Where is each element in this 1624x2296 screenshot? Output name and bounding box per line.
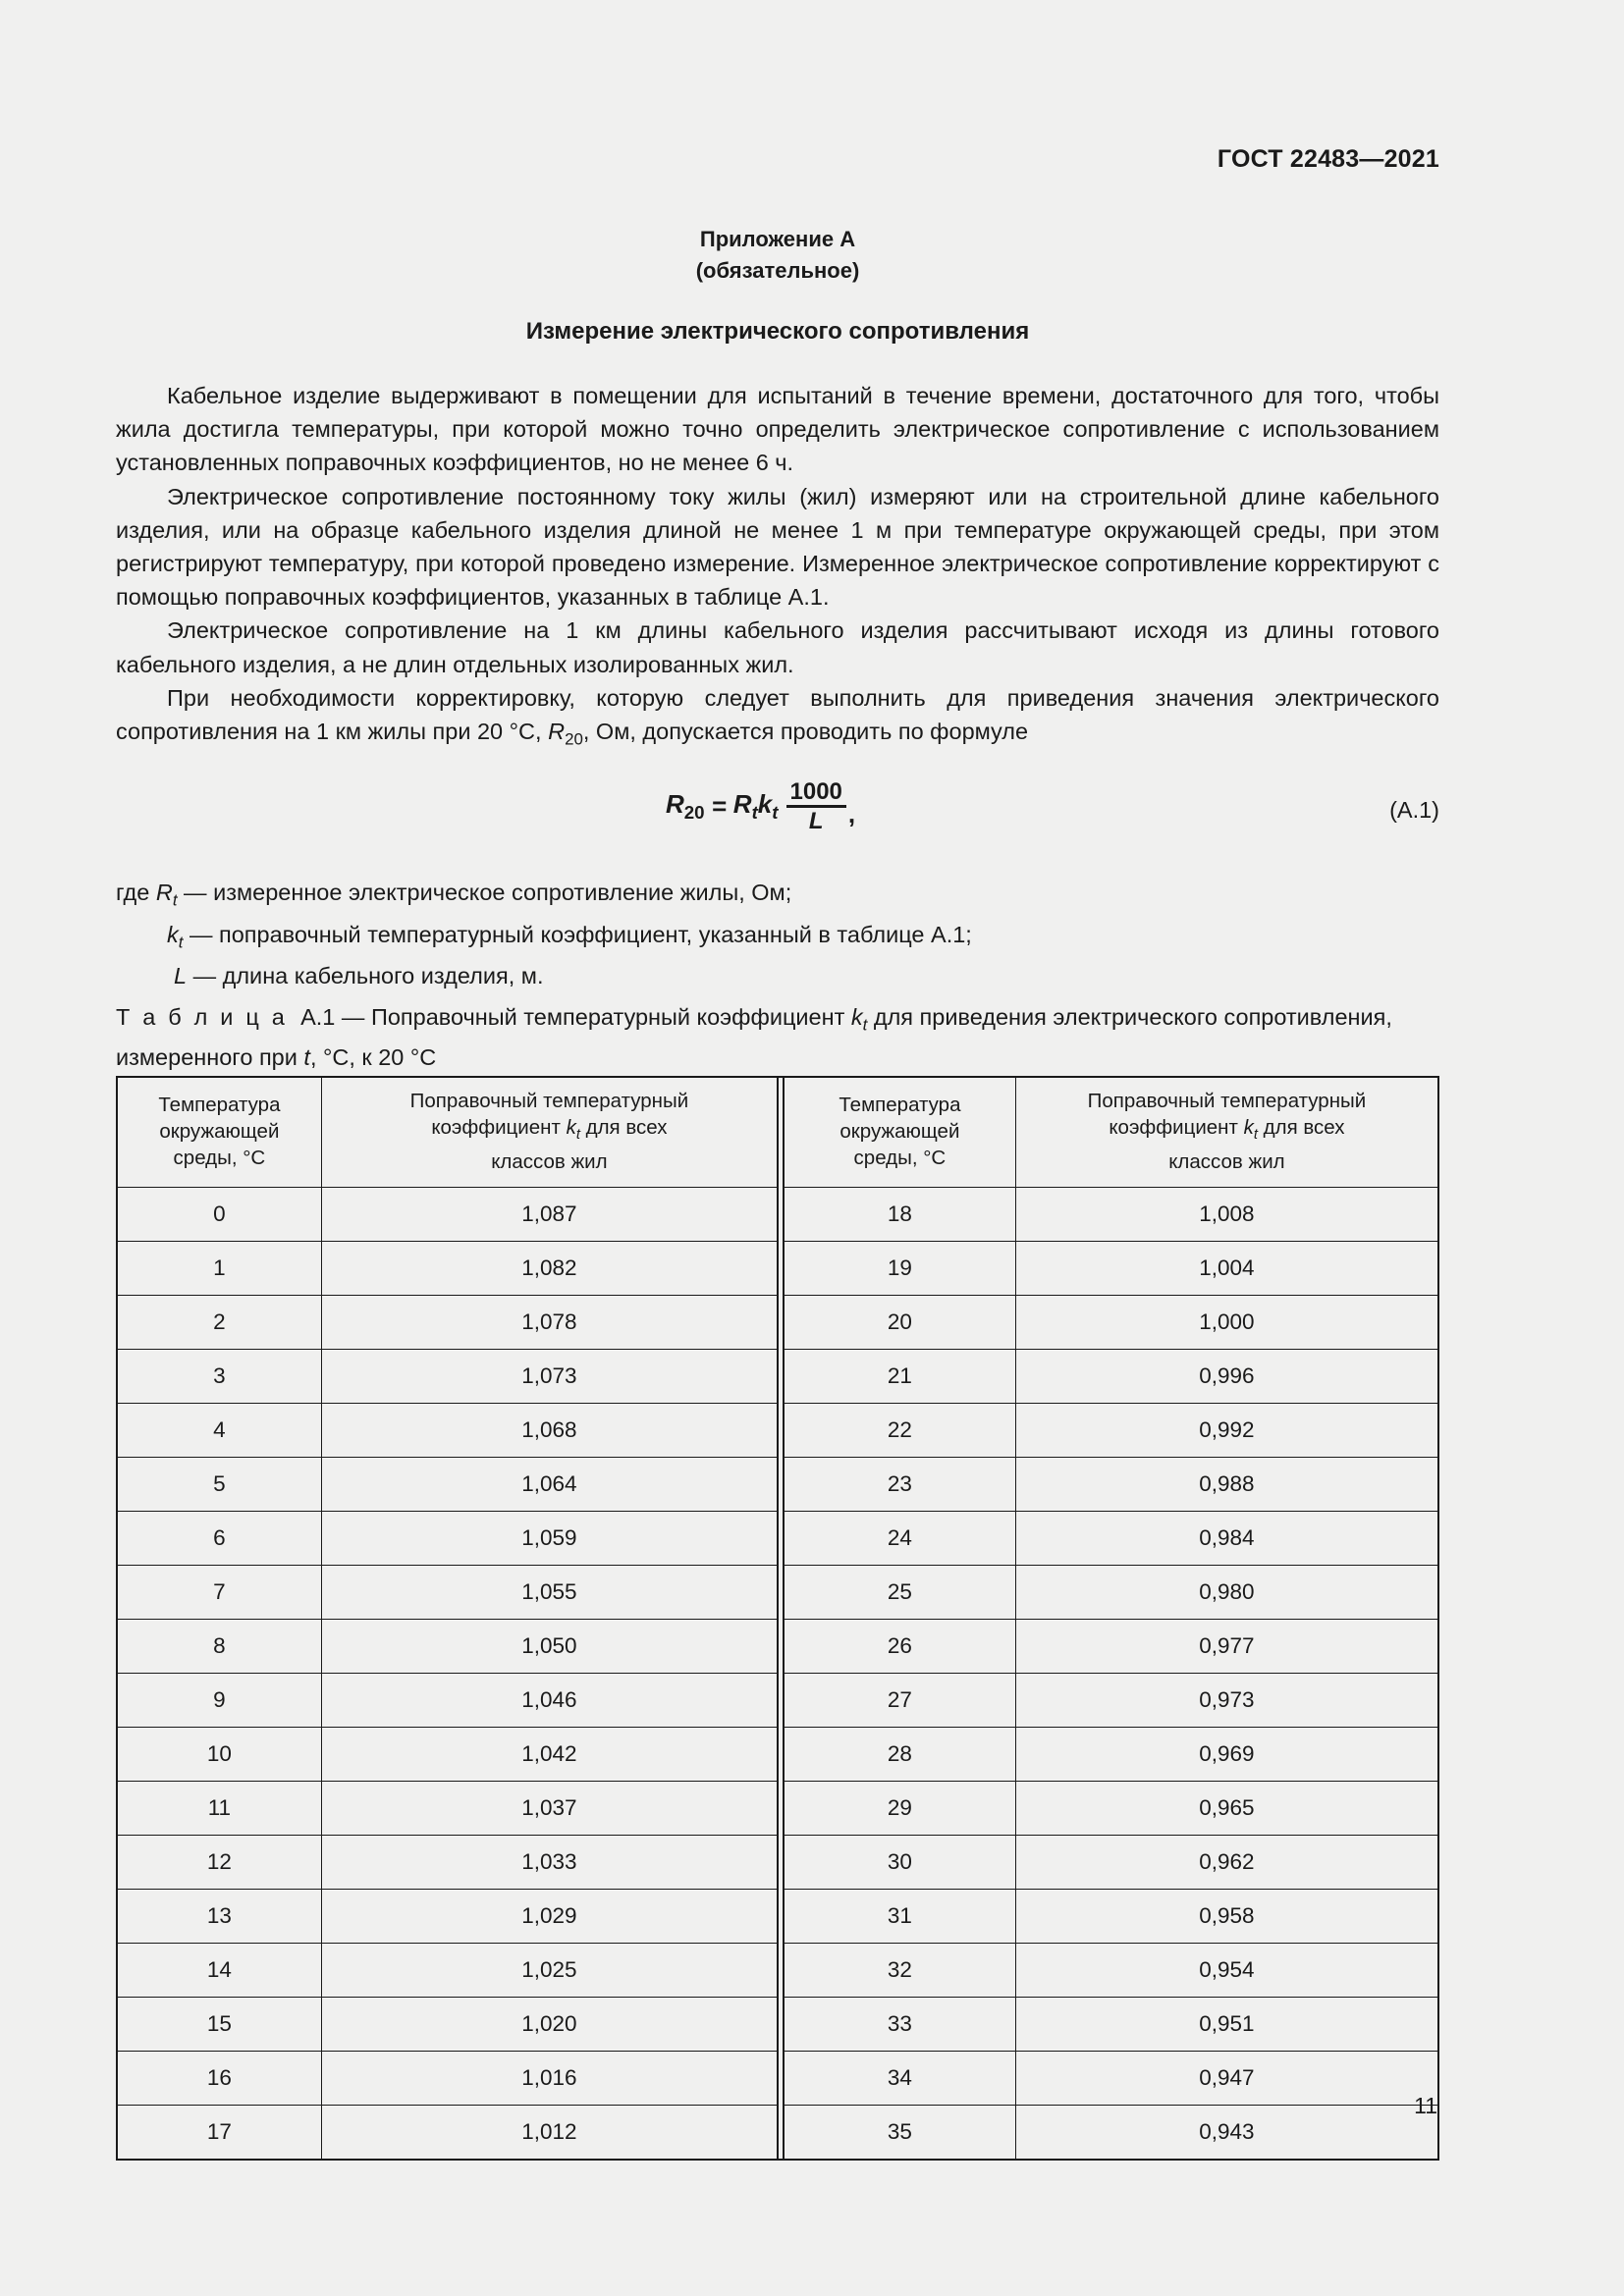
paragraph-2: Электрическое сопротивление постоянному току жилы (жил) измеряют или на строительной длине кабельного изделия, или на образце кабельного изделия длиной не менее 1 м при температуре окружающей среды, при этом регистрируют температуру, при которой проведено измерение. Измеренное электрическое сопротивление корректируют с помощью поправочных коэффициентов, указанных в таблице А.1.	[116, 483, 1439, 611]
table-head	[117, 1077, 1438, 1188]
cell-coefficient-right: 0,992	[1015, 1404, 1438, 1458]
paragraph-1: Кабельное изделие выдерживают в помещении для испытаний в течение времени, достаточного для того, чтобы жила достигла температуры, при которой можно точно определить электрическое сопротивление с использованием установленных поправочных коэффициентов, но не менее 6 ч.	[116, 383, 1439, 476]
cell-coefficient-right: 0,954	[1015, 1944, 1438, 1998]
table-caption-text-2: для приведения электрического сопротивления, измеренного при	[116, 1004, 1392, 1070]
col2-header-line1: Поправочный температурный	[409, 1090, 689, 1112]
formula-a1	[666, 779, 855, 833]
cell-temperature-right: 18	[784, 1188, 1015, 1242]
cell-temperature-right: 23	[784, 1458, 1015, 1512]
table-row	[117, 1728, 1438, 1782]
table-caption-k-subscript: t	[862, 1015, 868, 1035]
table-caption-label: Т а б л и ц а	[116, 1004, 289, 1030]
cell-coefficient-left: 1,020	[321, 1998, 778, 2052]
cell-temperature-right: 27	[784, 1674, 1015, 1728]
cell-temperature-right: 24	[784, 1512, 1015, 1566]
where-text-rt: — измеренное электрическое сопротивление жилы, Ом;	[177, 880, 792, 905]
col4-header-line2-pre: коэффициент	[1109, 1116, 1244, 1139]
cell-temperature-right: 32	[784, 1944, 1015, 1998]
col2-header-k-subscript: t	[575, 1127, 580, 1144]
cell-temperature-right: 20	[784, 1296, 1015, 1350]
where-symbol-rt-subscript: t	[172, 890, 178, 910]
cell-temperature-left: 6	[117, 1512, 321, 1566]
table-header-col4	[1015, 1077, 1438, 1188]
paragraph-3: Электрическое сопротивление на 1 км длины кабельного изделия рассчитывают исходя из длины готового кабельного изделия, а не длин отдельных изолированных жил.	[116, 617, 1439, 677]
formula-kt-subscript: t	[772, 802, 779, 824]
table-caption-t-symbol: t	[303, 1043, 310, 1070]
cell-coefficient-left: 1,037	[321, 1782, 778, 1836]
table-caption	[116, 1001, 1439, 1074]
cell-coefficient-right: 0,984	[1015, 1512, 1438, 1566]
col4-header-k-subscript: t	[1253, 1127, 1258, 1144]
where-lead-word: где	[116, 880, 156, 905]
cell-temperature-left: 15	[117, 1998, 321, 2052]
col2-header-k-symbol: k	[566, 1116, 576, 1139]
table-row	[117, 2052, 1438, 2106]
cell-temperature-right: 25	[784, 1566, 1015, 1620]
cell-temperature-left: 8	[117, 1620, 321, 1674]
table-row	[117, 1890, 1438, 1944]
cell-coefficient-left: 1,050	[321, 1620, 778, 1674]
cell-coefficient-right: 0,958	[1015, 1890, 1438, 1944]
table-body	[117, 1188, 1438, 2161]
table-caption-dash: —	[335, 1004, 371, 1030]
cell-coefficient-right: 0,965	[1015, 1782, 1438, 1836]
where-line-l	[116, 959, 1439, 993]
cell-temperature-left: 13	[117, 1890, 321, 1944]
cell-coefficient-left: 1,042	[321, 1728, 778, 1782]
cell-temperature-left: 0	[117, 1188, 321, 1242]
col2-header-line3: классов жил	[491, 1150, 608, 1174]
cell-coefficient-right: 0,962	[1015, 1836, 1438, 1890]
cell-temperature-left: 4	[117, 1404, 321, 1458]
where-symbol-kt-subscript: t	[178, 933, 184, 952]
cell-coefficient-right: 0,977	[1015, 1620, 1438, 1674]
cell-temperature-left: 1	[117, 1242, 321, 1296]
annex-title: Приложение А	[699, 227, 856, 251]
table-caption-text-1: Поправочный температурный коэффициент	[370, 1004, 851, 1030]
cell-temperature-right: 28	[784, 1728, 1015, 1782]
where-line-rt	[116, 876, 1439, 918]
col4-header-k-symbol: k	[1243, 1116, 1254, 1139]
cell-coefficient-right: 0,947	[1015, 2052, 1438, 2106]
cell-temperature-right: 30	[784, 1836, 1015, 1890]
cell-temperature-right: 29	[784, 1782, 1015, 1836]
formula-trailing-comma: ,	[847, 798, 856, 828]
annex-heading-block	[116, 224, 1439, 347]
table-header-col2	[321, 1077, 778, 1188]
cell-coefficient-right: 0,980	[1015, 1566, 1438, 1620]
section-title: Измерение электрического сопротивления	[525, 318, 1030, 345]
cell-coefficient-left: 1,078	[321, 1296, 778, 1350]
cell-temperature-left: 17	[117, 2106, 321, 2161]
cell-temperature-left: 2	[117, 1296, 321, 1350]
cell-temperature-right: 21	[784, 1350, 1015, 1404]
table-a1	[116, 1076, 1439, 2161]
cell-coefficient-left: 1,055	[321, 1566, 778, 1620]
formula-numerator: 1000	[789, 778, 842, 805]
col2-header-line2-pre: коэффициент	[431, 1116, 567, 1139]
col4-header-line3: классов жил	[1168, 1150, 1285, 1174]
cell-coefficient-left: 1,068	[321, 1404, 778, 1458]
where-definitions	[116, 876, 1439, 993]
where-text-l: — длина кабельного изделия, м.	[187, 963, 544, 989]
where-symbol-kt: k	[167, 921, 179, 947]
table-caption-k-symbol: k	[850, 1004, 863, 1030]
cell-coefficient-left: 1,073	[321, 1350, 778, 1404]
cell-coefficient-left: 1,025	[321, 1944, 778, 1998]
cell-coefficient-left: 1,016	[321, 2052, 778, 2106]
table-row	[117, 1512, 1438, 1566]
table-row	[117, 1944, 1438, 1998]
formula-row	[116, 772, 1439, 858]
col3-header-line1: Температура окружающей	[839, 1094, 961, 1144]
cell-coefficient-left: 1,064	[321, 1458, 778, 1512]
table-row	[117, 1566, 1438, 1620]
paragraph-4-variable-subscript: 20	[565, 729, 583, 749]
cell-coefficient-left: 1,082	[321, 1242, 778, 1296]
table-a1-wrapper	[116, 1076, 1439, 2161]
cell-temperature-left: 16	[117, 2052, 321, 2106]
col2-header-line2-post: для всех	[579, 1116, 668, 1139]
cell-coefficient-right: 0,996	[1015, 1350, 1438, 1404]
annex-subtitle: (обязательное)	[695, 258, 860, 283]
cell-temperature-left: 5	[117, 1458, 321, 1512]
formula-rt-symbol: R	[732, 788, 752, 819]
cell-coefficient-right: 0,973	[1015, 1674, 1438, 1728]
cell-temperature-right: 26	[784, 1620, 1015, 1674]
table-row	[117, 1620, 1438, 1674]
col4-header-line1: Поправочный температурный	[1087, 1090, 1367, 1112]
table-row	[117, 1296, 1438, 1350]
cell-coefficient-right: 1,004	[1015, 1242, 1438, 1296]
cell-coefficient-right: 0,988	[1015, 1458, 1438, 1512]
col1-header-line2: окружающей среды, °C	[159, 1120, 280, 1170]
cell-temperature-left: 7	[117, 1566, 321, 1620]
cell-coefficient-right: 0,951	[1015, 1998, 1438, 2052]
table-caption-text-3: , °C, к 20 °C	[309, 1043, 437, 1070]
cell-temperature-right: 34	[784, 2052, 1015, 2106]
cell-temperature-left: 10	[117, 1728, 321, 1782]
table-header-row	[117, 1077, 1438, 1188]
cell-coefficient-right: 1,008	[1015, 1188, 1438, 1242]
cell-coefficient-left: 1,087	[321, 1188, 778, 1242]
table-row	[117, 1998, 1438, 2052]
cell-temperature-right: 31	[784, 1890, 1015, 1944]
cell-coefficient-right: 0,943	[1015, 2106, 1438, 2161]
formula-rhs-rt	[733, 789, 758, 824]
formula-kt-symbol: k	[757, 788, 773, 819]
where-text-kt: — поправочный температурный коэффициент, указанный в таблице А.1;	[183, 921, 972, 947]
cell-temperature-left: 14	[117, 1944, 321, 1998]
formula-lhs	[666, 789, 705, 824]
table-row	[117, 1836, 1438, 1890]
table-row	[117, 1458, 1438, 1512]
cell-coefficient-left: 1,033	[321, 1836, 778, 1890]
table-row	[117, 2106, 1438, 2161]
table-header-col3	[784, 1077, 1015, 1188]
formula-lhs-subscript: 20	[683, 802, 705, 824]
formula-denominator: L	[808, 807, 824, 834]
col1-header-line1: Температура	[158, 1094, 281, 1117]
table-caption-number: А.1	[300, 1004, 336, 1030]
cell-temperature-left: 11	[117, 1782, 321, 1836]
formula-number: (А.1)	[1389, 797, 1439, 823]
table-row	[117, 1674, 1438, 1728]
table-header-col1	[117, 1077, 321, 1188]
table-row	[117, 1242, 1438, 1296]
cell-coefficient-right: 1,000	[1015, 1296, 1438, 1350]
formula-equals: =	[711, 790, 727, 821]
where-symbol-l: L	[174, 963, 188, 989]
paragraph-4-variable: R	[548, 719, 566, 745]
document-header-standard-id: ГОСТ 22483—2021	[1217, 145, 1439, 173]
formula-fraction	[786, 779, 846, 833]
formula-rt-subscript: t	[751, 802, 758, 824]
paragraph-4-part1: При необходимости корректировку, которую следует выполнить для приведения значения электрического сопротивления на 1 км жилы при 20 °C,	[116, 684, 1439, 745]
cell-temperature-left: 12	[117, 1836, 321, 1890]
col3-header-line2: среды, °C	[853, 1147, 947, 1170]
cell-coefficient-right: 0,969	[1015, 1728, 1438, 1782]
cell-temperature-left: 3	[117, 1350, 321, 1404]
cell-temperature-right: 35	[784, 2106, 1015, 2161]
cell-temperature-right: 22	[784, 1404, 1015, 1458]
formula-lhs-symbol: R	[666, 788, 684, 819]
page-number: 11	[1414, 2093, 1437, 2118]
cell-coefficient-left: 1,012	[321, 2106, 778, 2161]
cell-temperature-left: 9	[117, 1674, 321, 1728]
paragraph-4	[116, 681, 1439, 757]
cell-coefficient-left: 1,046	[321, 1674, 778, 1728]
col4-header-line2-post: для всех	[1257, 1116, 1345, 1139]
cell-coefficient-left: 1,029	[321, 1890, 778, 1944]
table-row	[117, 1404, 1438, 1458]
table-row	[117, 1350, 1438, 1404]
formula-rhs-kt	[758, 789, 779, 824]
cell-coefficient-left: 1,059	[321, 1512, 778, 1566]
table-row	[117, 1188, 1438, 1242]
paragraph-4-part2: , Ом, допускается проводить по формуле	[582, 719, 1029, 745]
where-line-kt	[116, 918, 1439, 960]
table-row	[117, 1782, 1438, 1836]
where-symbol-rt: R	[155, 880, 173, 905]
body-text-area	[116, 379, 1439, 757]
cell-temperature-right: 33	[784, 1998, 1015, 2052]
cell-temperature-right: 19	[784, 1242, 1015, 1296]
